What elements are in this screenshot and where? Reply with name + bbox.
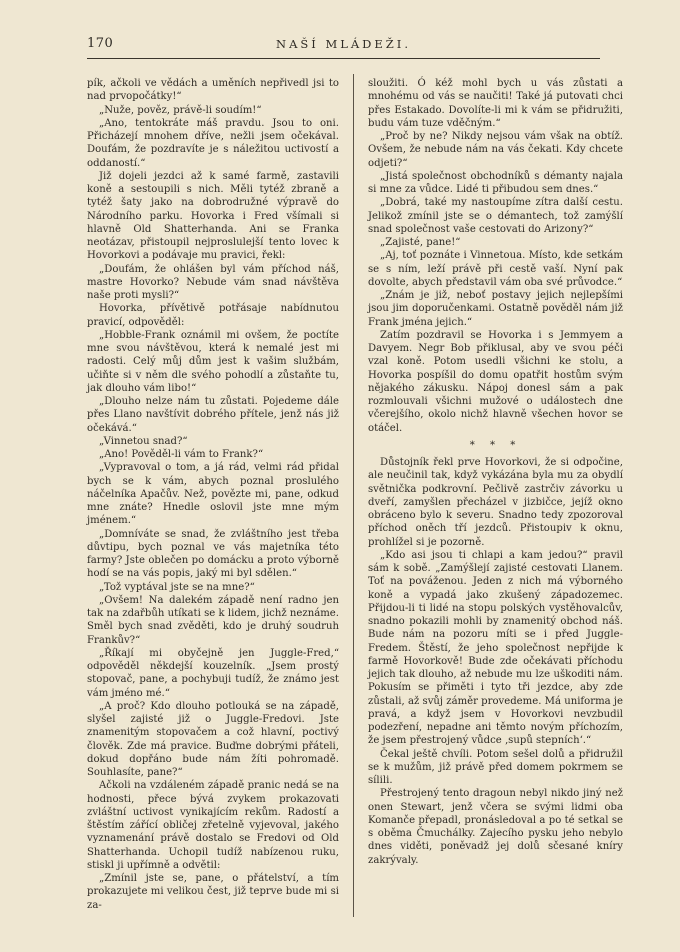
paragraph: Zatím pozdravil se Hovorka i s Jemmyem a Davyem. Negr Bob přiklusal, aby ve svou péči vzal koně. Potom usedli všichni ke stolu, a Hovorka pospíšil do domu opatřit hostům svým nějakého zákusku. Nápoj donesl sám a pak rozmlouvali všichni mužové o událostech dne včerejšího, okolo nichž hlavně všechen hovor se otáčel. [368, 329, 623, 434]
page-number: 170 [87, 36, 114, 51]
paragraph: „Hobble-Frank oznámil mi ovšem, že poctíte mne svou návštěvou, která k nemalé jest mi radosti. Celý můj dům jest k vašim službám, učiňte si v něm dle svého pohodlí a zůstaňte tu, jak dlouho vám libo!“ [87, 329, 339, 394]
header-rule [87, 58, 600, 59]
paragraph: „Znám je již, neboť postavy jejich nejlepšími jsou jim doporučenkami. Ostatně pověděl nám již Frank jména jejich.“ [368, 290, 623, 328]
paragraph: „Tož vyptával jste se na mne?“ [99, 581, 255, 593]
paragraph: Přestrojený tento dragoun nebyl nikdo jiný než onen Stewart, jenž včera se svými lidmi oba Komanče přepadl, pronásledoval a po té setkal se s oběma Čmuchálky. Zajecího pysku jeho nebylo dnes viděti, poněvadž jej dolů sčesané kníry zakrývaly. [368, 788, 623, 866]
right-column [368, 77, 623, 867]
paragraph: „Kdo asi jsou ti chlapi a kam jedou?“ pravil sám k sobě. „Zamýšlejí zajisté cestovati Llanem. Toť na pováženou. Jeden z nich má výborného koně a vypadá jako zkušený západozemec. Přijdou-li ti lidé na stopu polských vystěhovalcův, snadno pokazili mohli by znamenitý obchod náš. Bude nám na pozoru míti se i před Juggle-Fredem. Štěstí, že jeho společnost nepřijde k farmě Hovorkově! Bude zde očekávati příchodu jejich tak dlouho, až nebude mu lze uškoditi nám. Pokusím se přiměti i tyto tři jezdce, aby zde zůstali, až svůj záměr provedeme. Má uniforma je pravá, a když jsem v Hovorkovi nevzbudil podezření, nepadne ani těmto novým příchozím, že jsem přestrojený vůdce ‚supů stepních‘.“ [368, 549, 623, 747]
running-title: NAŠÍ MLÁDEŽI. [276, 37, 411, 51]
paragraph: Čekal ještě chvíli. Potom sešel dolů a přidružil se k mužům, již právě před domem pokrmem se sílili. [368, 748, 623, 786]
paragraph: Důstojník řekl prve Hovorkovi, že si odpočine, ale neučinil tak, když vykázána byla mu za obydlí světnička podkrovní. Pečlivě zastrčiv závorku u dveří, zamyšlen přecházel v jizbičce, jejíž okno obráceno bylo k severu. Snadno tedy zpozoroval příchod oněch tří jezdců. Přistoupiv k oknu, prohlížel si je pozorně. [368, 457, 623, 548]
paragraph: „Vypravoval o tom, a já rád, velmi rád přidal bych se k vám, abych poznal proslulého náčelníka Apačův. Než, povězte mi, pane, odkud mne znáte? Hnedle oslovil jste mne mým jménem.“ [87, 462, 339, 527]
left-column [87, 77, 339, 912]
paragraph: „Vinnetou snad?“ [99, 435, 188, 447]
paragraph: „Nuže, pověz, právě-li soudím!“ [99, 104, 262, 116]
paragraph: „Dlouho nelze nám tu zůstati. Pojedeme dále přes Llano navštívit dobrého přítele, jenž nás již očekává.“ [87, 396, 339, 434]
paragraph: „Ano, tentokráte máš pravdu. Jsou to oni. Přicházejí mnohem dříve, nežli jsem očekával. Doufám, že pozdravíte je s náležitou uctivostí a oddaností.“ [87, 117, 339, 169]
paragraph: „Doufám, že ohlášen byl vám příchod náš, mastre Hovorko? Nebude vám snad návštěva naše proti mysli?“ [87, 263, 339, 301]
paragraph: „Zmínil jste se, pane, o přátelství, a tím prokazujete mi velikou čest, již teprve bude mi si za- [87, 873, 339, 911]
paragraph: Hovorka, přívětivě potřásaje nabídnutou pravicí, odpověděl: [87, 303, 339, 328]
paragraph: „Aj, toť poznáte i Vinnetoua. Místo, kde setkám se s ním, leží právě při cestě vaší. Nyní pak dovolte, abych představil vám oba své průvodce.“ [368, 250, 623, 288]
paragraph: sloužiti. Ó kéž mohl bych u vás zůstati a mnohému od vás se naučiti! Také já putovati chci přes Estakado. Dovolíte-li mi k vám se přidružiti, budu vám tuze vděčným.“ [368, 78, 623, 129]
paragraph: „Domníváte se snad, že zvláštního jest třeba důvtipu, bych poznal ve vás majetníka této farmy? Jste oblečen po domácku a proto výborně hodí se na vás popis, jaký mi byl sdělen.“ [87, 528, 339, 580]
paragraph: „Ano! Pověděl-li vám to Frank?“ [99, 449, 264, 460]
paragraph: „Dobrá, také my nastoupíme zítra další cestu. Jelikož zmínil jste se o démantech, tož zamýšlí snad společnost vaše cestovati do Arizony?“ [368, 197, 623, 235]
paragraph: „Proč by ne? Nikdy nejsou vám však na obtíž. Ovšem, že nebude nám na vás čekati. Kdy chcete odjeti?“ [368, 131, 623, 169]
paragraph: „Ovšem! Na dalekém západě není radno jen tak na zdařbůh utíkati se k lidem, jichž neznáme. Směl bych snad zvěděti, kdo je druhý soudruh Frankův?“ [87, 594, 339, 646]
paragraph: Ačkoli na vzdáleném západě pranic nedá se na hodnosti, přece bývá zvykem prokazovati zvláštní uctivost vynikajícím rekům. Radostí a štěstím zářící obličej zřetelně vyjevoval, jakého vyznamenání právě dostalo se Fredovi od Old Shatterhanda. Uchopil tudíž nabízenou ruku, stiskl ji upřímně a odvětil: [87, 780, 339, 871]
paragraph: Již dojeli jezdci až k samé farmě, zastavili koně a sestoupili s nich. Měli tytéž zbraně a tytéž šaty jako na dobrodružné výpravě do Národního parku. Hovorka i Fred všímali si hlavně Old Shatterhanda. Ani se Franka neotázav, přistoupil nejproslulejší tento lovec k Hovorkovi a podávaje mu pravici, řekl: [87, 170, 339, 262]
column-divider [353, 74, 354, 917]
page-header [87, 36, 600, 60]
paragraph: „Jistá společnost obchodníků s démanty najala si mne za vůdce. Lidé ti přibudou sem dnes.“ [368, 170, 623, 195]
paragraph: pík, ačkoli ve vědách a uměních nepřivedl jsi to nad prvopočátky!“ [87, 78, 339, 103]
paragraph: „Říkají mi obyčejně jen Juggle-Fred,“ odpověděl někdejší kouzelník. „Jsem prostý stopovač, pane, a pochybuji tudíž, že známo jest vám jméno mé.“ [87, 647, 339, 699]
paragraph: „Zajisté, pane!“ [380, 237, 461, 248]
section-separator: * * * [469, 439, 522, 451]
paragraph: „A proč? Kdo dlouho potlouká se na západě, slyšel zajisté již o Juggle-Fredovi. Jste znamenitým stopovačem a což hlavní, poctivý člověk. Zde má pravice. Buďme dobrými přáteli, dokud dopřáno bude nám žíti pohromadě. Souhlasíte, pane?“ [87, 700, 339, 778]
